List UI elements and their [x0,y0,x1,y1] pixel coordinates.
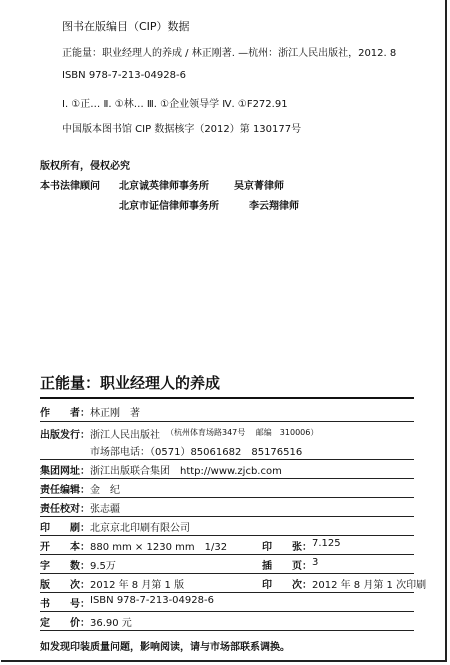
author-label: 作 者： [40,408,90,419]
lawyer-1: 吴京菁律师 [234,181,284,192]
format-label: 开 本： [40,542,90,553]
editor-value: 金 纪 [90,485,120,496]
publisher-label: 出版发行： [40,430,90,441]
printing-label: 印 次： [262,580,312,591]
title-rule [40,397,414,399]
proofreader-label: 责任校对： [40,504,90,515]
row-divider [40,535,414,536]
cip-record-number: 中国版本图书馆 CIP 数据核字（2012）第 130177号 [62,124,302,135]
row-divider [40,497,414,498]
edition-label: 版 次： [40,580,90,591]
cip-bibliographic-entry: 正能量：职业经理人的养成 / 林正刚著. —杭州：浙江人民出版社，2012. 8 [62,48,397,59]
quality-notice: 如发现印装质量问题，影响阅读，请与市场部联系调换。 [40,642,290,653]
wordcount-value: 9.5万 [90,561,116,572]
booknum-value: ISBN 978-7-213-04928-6 [90,595,214,606]
law-firm-1: 北京诚英律师事务所 [119,181,209,192]
row-divider [40,478,414,479]
row-divider [40,630,414,631]
lawyer-2: 李云翔律师 [249,201,299,212]
copyright-notice: 版权所有，侵权必究 [40,161,130,172]
sheets-label: 印 张： [262,542,312,553]
printer-label: 印 刷： [40,523,90,534]
row-divider [40,459,414,460]
row-divider [40,421,414,422]
publisher-value: 浙江人民出版社 [90,430,160,441]
booknum-label: 书 号： [40,599,90,610]
row-divider [40,611,414,612]
wordcount-label: 字 数： [40,561,90,572]
editor-label: 责任编辑： [40,485,90,496]
printing-value: 2012 年 8 月第 1 次印刷 [312,580,427,591]
price-value: 36.90 元 [90,618,132,629]
row-divider [40,592,414,593]
group-site-label: 集团网址： [40,466,90,477]
sheets-value: 7.125 [312,538,341,549]
format-value: 880 mm × 1230 mm 1/32 [90,542,228,553]
book-title: 正能量：职业经理人的养成 [40,374,221,392]
market-phone: 市场部电话：（0571）85061682 85176516 [90,447,303,458]
group-site-value: 浙江出版联合集团 http://www.zjcb.com [90,466,282,477]
proofreader-value: 张志疆 [90,504,120,515]
plates-value: 3 [312,557,319,568]
edition-value: 2012 年 8 月第 1 版 [90,580,185,591]
legal-counsel-label: 本书法律顾问 [40,181,100,192]
law-firm-2: 北京市证信律师事务所 [119,201,219,212]
row-divider [40,554,414,555]
cip-heading: 图书在版编目（CIP）数据 [62,20,190,33]
cip-isbn: ISBN 978-7-213-04928-6 [62,70,186,81]
row-divider [40,573,414,574]
cip-subjects: Ⅰ. ①正… Ⅱ. ①林… Ⅲ. ①企业领导学 Ⅳ. ①F272.91 [62,99,288,110]
price-label: 定 价： [40,618,90,629]
plates-label: 插 页： [262,561,312,572]
author-value: 林正刚 著 [90,408,140,419]
printer-value: 北京京北印刷有限公司 [90,523,190,534]
row-divider [40,516,414,517]
publisher-address: （杭州体育场路347号 邮编 310006） [166,428,319,437]
